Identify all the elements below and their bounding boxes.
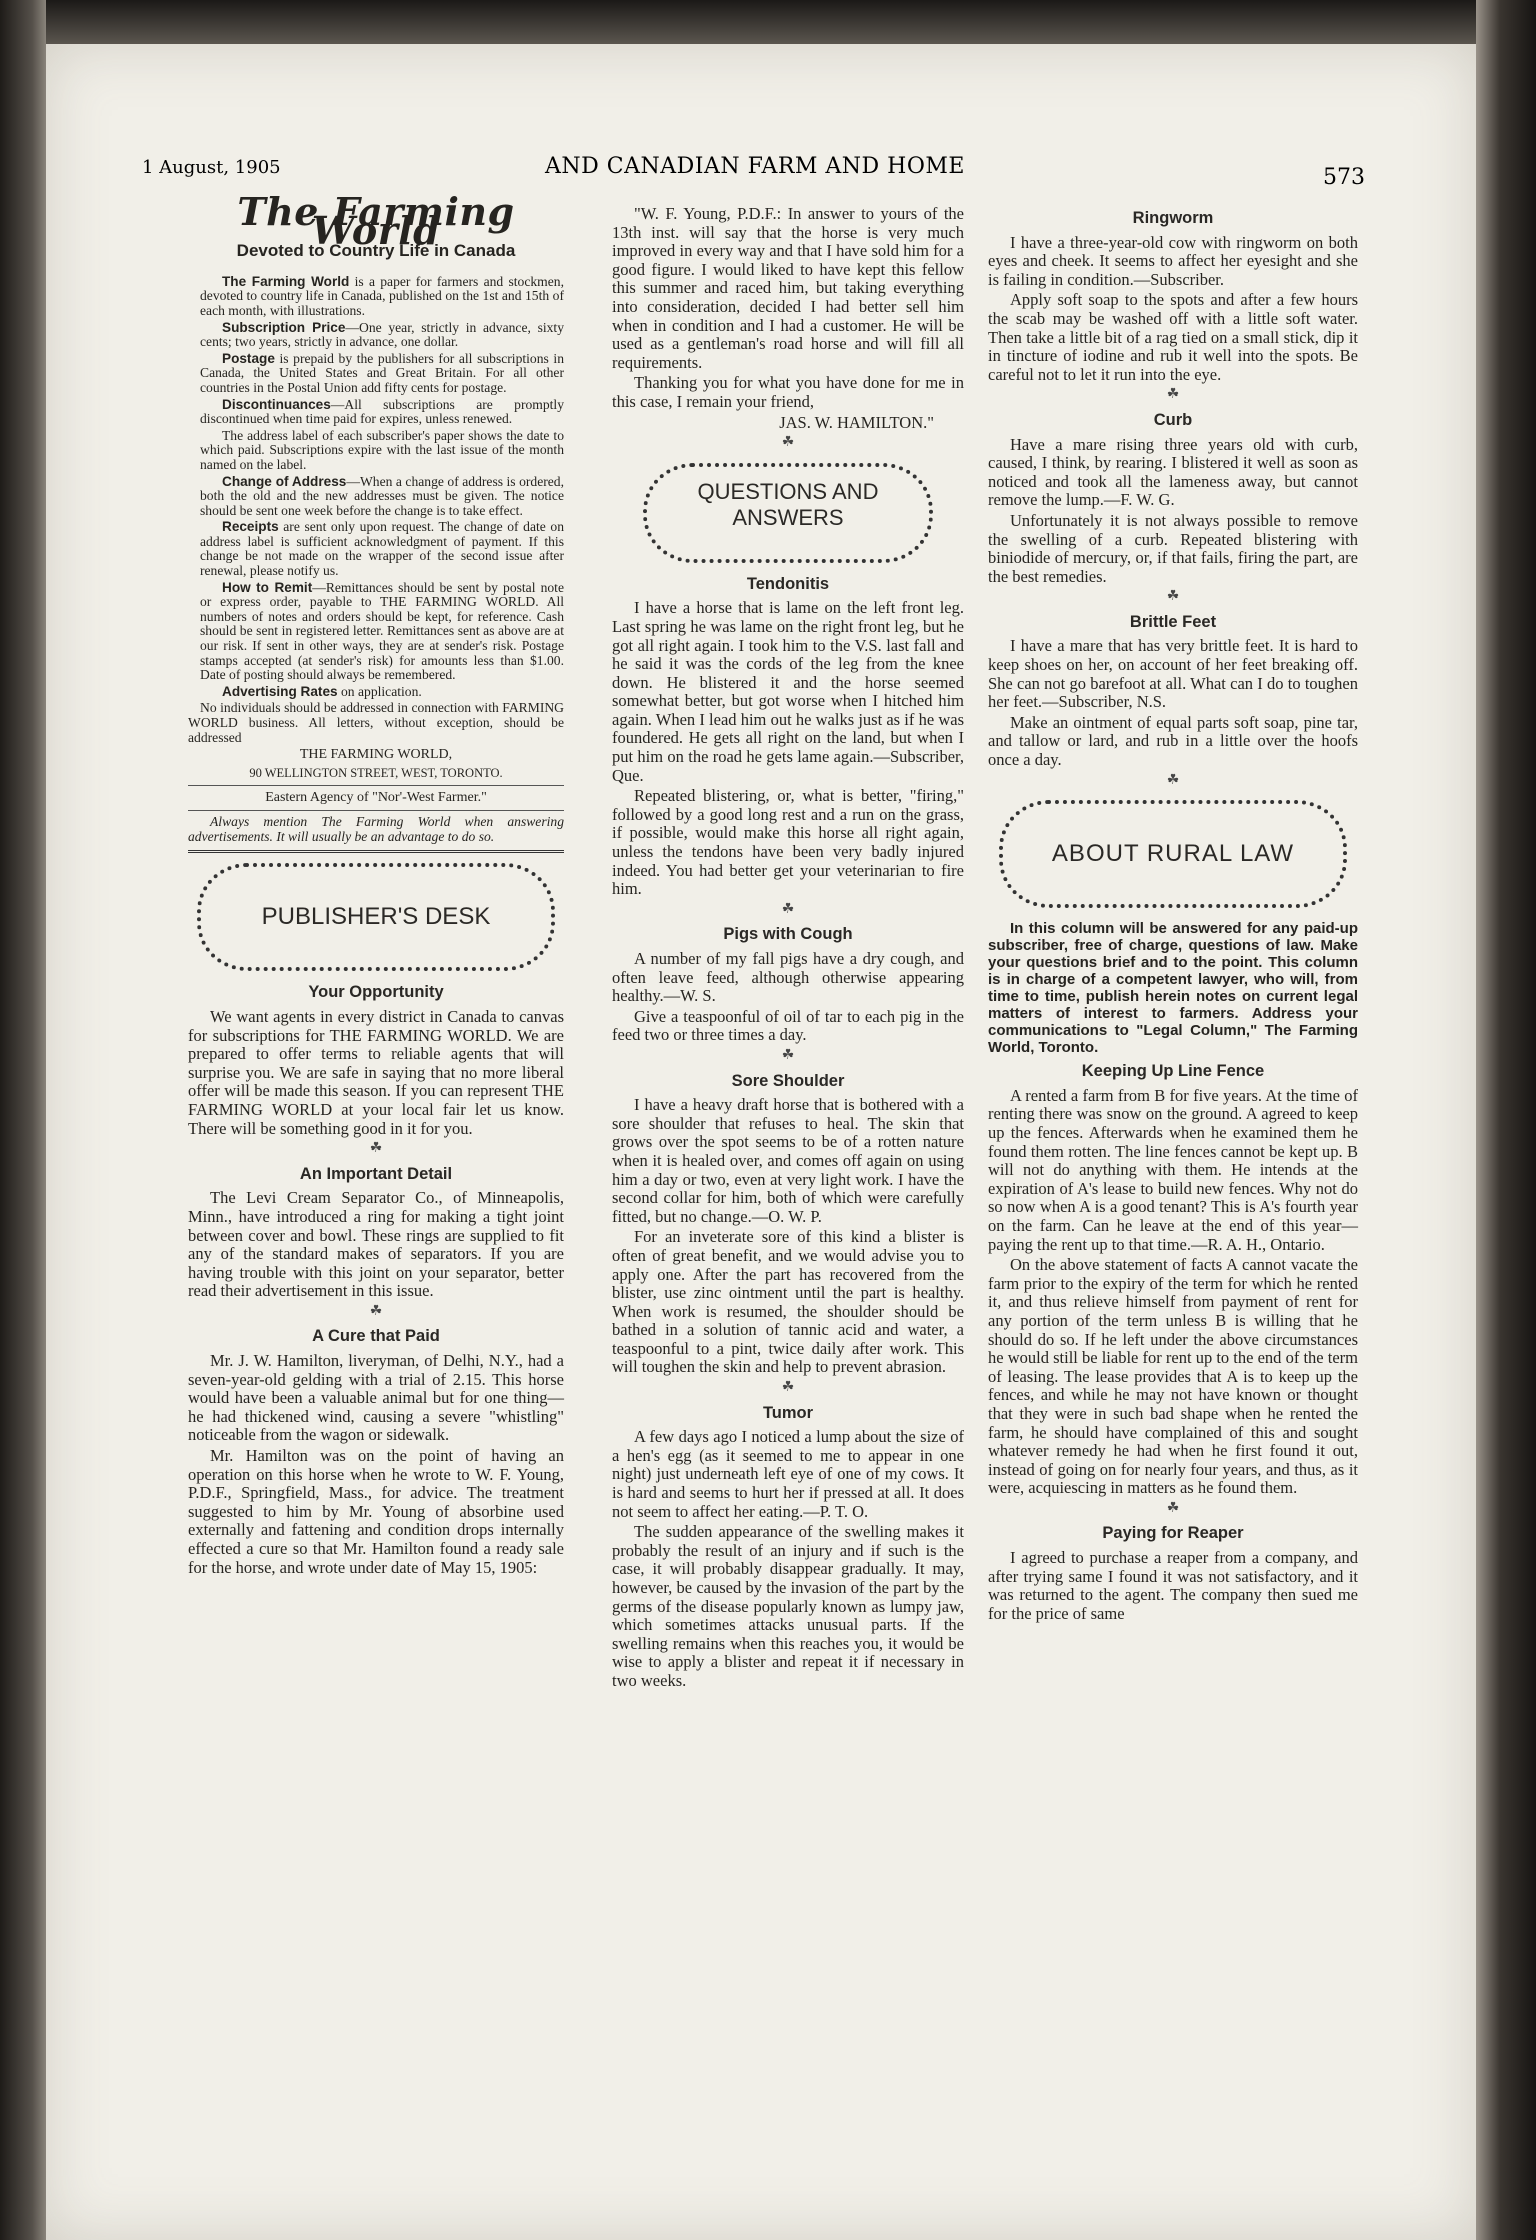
questions-answers-banner: QUESTIONS AND ANSWERS bbox=[643, 463, 933, 563]
info-item: How to Remit—Remittances should be sent by postal note or express order, payable to THE FARMING WORLD. All numbers of notes and orders should be kept, for reference. Cash should be sent in registered letter. Remittances sent as above are at our risk. If sent in other ways, they are at sender's risk. Postage stamps accepted (at sender's risk) for amounts less than $1.00. Date of posting should always be remembered. bbox=[200, 579, 564, 683]
paragraph: The Levi Cream Separator Co., of Minneapolis, Minn., have introduced a ring for making a tight joint between cover and bowl. These rings are supplied to fit any of the standard makes of separators. If you are having trouble with this joint on your separator, better read their advertisement in this issue. bbox=[188, 1188, 564, 1301]
scan-edge-left bbox=[0, 0, 46, 2240]
issue-date: 1 August, 1905 bbox=[142, 157, 281, 178]
page-number: 573 bbox=[1323, 165, 1365, 190]
info-item: The Farming World is a paper for farmers and stockmen, devoted to country life in Canada, published on the 1st and 15th of each month, with illustrations. bbox=[200, 273, 564, 318]
paragraph: A number of my fall pigs have a dry cough, and often leave feed, although otherwise appearing healthy.—W. S. bbox=[612, 949, 964, 1006]
column-left bbox=[188, 189, 565, 1579]
heading-curb: Curb bbox=[1153, 410, 1193, 429]
paragraph: We want agents in every district in Canada to canvas for subscriptions for THE FARMING WORLD. We are prepared to offer terms to reliable agents that will surprise you. We are safe in saying that no more liberal offer will be made this season. If you can represent THE FARMING WORLD at your local fair let us know. There will be something good in it for you. bbox=[188, 1006, 564, 1138]
paragraph: "W. F. Young, P.D.F.: In answer to yours of the 13th inst. will say that the horse is very much improved in every way and that I have sold him for a good figure. I would liked to have kept this fellow this summer and raced him, but taking everything into consideration, decided I had better sell him when in condition and I had a customer. He will be used as a gentleman's road horse and will fill all requirements. bbox=[612, 204, 964, 372]
leaf-ornament-icon: ☘ bbox=[369, 1141, 383, 1157]
scan-edge-top bbox=[0, 0, 1536, 44]
scan-edge-right bbox=[1476, 0, 1536, 2240]
leaf-ornament-icon: ☘ bbox=[1166, 1500, 1180, 1516]
paragraph: Apply soft soap to the spots and after a few hours the scab may be washed off with a little soft water. Then take a little bit of a rag tied on a small stick, dip it in tincture of iodine and rub it well into the spots. Be careful not to let it run into the eye. bbox=[988, 290, 1358, 384]
heading-important-detail: An Important Detail bbox=[299, 1164, 453, 1183]
heading-pigs-with-cough: Pigs with Cough bbox=[723, 925, 853, 944]
paragraph: Have a mare rising three years old with curb, caused, I think, by rearing. I blistered it well as soon as noticed and took all the lameness away, but cannot remove the lump.—F. W. G. bbox=[988, 434, 1358, 510]
paragraph: A few days ago I noticed a lump about the size of a hen's egg (as it seemed to me to appear in one night) just underneath left eye of one of my cows. It is hard and seems to hurt her if pressed at all. It does not seem to affect her eating.—P. T. O. bbox=[612, 1427, 964, 1521]
address-name: THE FARMING WORLD, bbox=[299, 747, 453, 763]
leaf-ornament-icon: ☘ bbox=[781, 901, 795, 917]
paragraph: I have a three-year-old cow with ringworm on both eyes and cheek. It seems to affect her eyesight and she is failing in condition.—Subscriber. bbox=[988, 232, 1358, 289]
paragraph: Give a teaspoonful of oil of tar to each pig in the feed two or three times a day. bbox=[612, 1006, 964, 1045]
paragraph: Make an ointment of equal parts soft soap, pine tar, and tallow or lard, and rub in a little over the hoofs once a day. bbox=[988, 712, 1358, 770]
info-item: Receipts are sent only upon request. The change of date on address label is sufficient acknowledgment of payment. If this change be not made on the wrapper of the second issue after renewal, please notify us. bbox=[200, 519, 564, 579]
mention-notice: Always mention The Farming World when answering advertisements. It will usually be an advantage to do so. bbox=[188, 814, 564, 844]
paragraph: I have a mare that has very brittle feet. It is hard to keep shoes on her, on account of her feet breaking off. She can not go barefoot at all. What can I do to toughen her feet.—Subscriber, N.S. bbox=[988, 636, 1358, 712]
letter-signature: JAS. W. HAMILTON." bbox=[779, 412, 934, 432]
leaf-ornament-icon: ☘ bbox=[781, 1047, 795, 1063]
heading-brittle-feet: Brittle Feet bbox=[1129, 612, 1217, 631]
paragraph: I agreed to purchase a reaper from a company, and after trying same I found it was not satisfactory, and it was returned to the agent. The company then sued me for the price of same bbox=[988, 1548, 1358, 1623]
heading-tendonitis: Tendonitis bbox=[746, 574, 830, 593]
correspondence-notice: No individuals should be addressed in connection with FARMING WORLD business. All letters, without exception, should be addressed bbox=[188, 700, 564, 745]
paragraph: On the above statement of facts A cannot vacate the farm prior to the expiry of the term for which he rented it, and thus relieve himself from payment of rent for any portion of the term unless B is willing that he should do so. If he left under the above circumstances he would still be liable for rent up to the end of the term of leasing. The lease provides that A is to keep up the fences, and while he may not have known or thought that they were in such bad shape when he rented the farm, he should have complained of this and sought whatever remedy he had when he first found it out, instead of going on for nearly four years, and thus, as it were, acquiescing in matters as he found them. bbox=[988, 1255, 1358, 1498]
info-item: Subscription Price—One year, strictly in advance, sixty cents; two years, strictly in advance, one dollar. bbox=[200, 319, 565, 350]
heading-your-opportunity: Your Opportunity bbox=[308, 983, 444, 1002]
paragraph: A rented a farm from B for five years. At the time of renting there was snow on the ground. A agreed to keep up the fences. Afterwards when he examined them he found them rotten. The line fences cannot be kept up. B will not do anything with them. He intends at the expiration of A's lease to build new fences. Why not do so now when A is a good tenant? This is A's fourth year on the farm. Can he leave at the end of this year—paying the rent up to that time.—R. A. H., Ontario. bbox=[988, 1085, 1358, 1254]
rural-law-banner: ABOUT RURAL LAW bbox=[999, 800, 1347, 908]
rural-law-intro: In this column will be answered for any paid-up subscriber, free of charge, questions of law. Make your questions brief and to the point. This column is in charge of a competent lawyer, who will, from time to time, publish herein notes on current legal matters of interest to farmers. Address your communications to "Legal Column," The Farming World, Toronto. bbox=[988, 920, 1358, 1057]
divider bbox=[188, 785, 564, 786]
paragraph: I have a heavy draft horse that is bothered with a sore shoulder that refuses to heal. The skin that grows over the spot seems to be of a rotten nature when it is healed over, and comes off again on using him a day or two, even at very light work. I have the second collar for him, both of which were carefully fitted, but no change.—O. W. P. bbox=[612, 1095, 964, 1226]
heading-ringworm: Ringworm bbox=[1132, 209, 1214, 227]
leaf-ornament-icon: ☘ bbox=[1166, 589, 1180, 605]
info-item: Discontinuances—All subscriptions are promptly discontinued when time paid for expires, unless renewed. bbox=[200, 396, 564, 427]
eastern-agency: Eastern Agency of "Nor'-West Farmer." bbox=[265, 790, 487, 806]
divider bbox=[188, 850, 564, 853]
publishers-desk-banner: PUBLISHER'S DESK bbox=[197, 863, 555, 971]
divider bbox=[188, 810, 564, 811]
paragraph: Unfortunately it is not always possible to remove the swelling of a curb. Repeated blistering with biniodide of mercury, or, if that fails, firing the part, are the best remedies. bbox=[988, 510, 1358, 586]
paragraph: Repeated blistering, or, what is better, "firing," followed by a good long rest and a run on the grass, if possible, would make this horse all right again, unless the tendons have been very badly injured indeed. You had better get your veterinarian to fire him. bbox=[612, 786, 964, 899]
column-right bbox=[988, 205, 1358, 1625]
paragraph: Thanking you for what you have done for me in this case, I remain your friend, bbox=[612, 373, 964, 411]
heading-line-fence: Keeping Up Line Fence bbox=[1081, 1062, 1265, 1081]
masthead-title: The Farming World bbox=[237, 189, 515, 253]
leaf-ornament-icon: ☘ bbox=[781, 1380, 795, 1396]
publication-info bbox=[188, 275, 564, 700]
column-middle bbox=[612, 205, 964, 1693]
info-item: Advertising Rates on application. bbox=[222, 683, 422, 699]
heading-paying-for-reaper: Paying for Reaper bbox=[1102, 1524, 1244, 1543]
leaf-ornament-icon: ☘ bbox=[369, 1303, 383, 1319]
running-title: AND CANADIAN FARM AND HOME bbox=[545, 154, 965, 179]
info-item: Postage is prepaid by the publishers for all subscriptions in Canada, the United States and Great Britain. For all other countries in the Postal Union add fifty cents for postage. bbox=[200, 350, 564, 395]
paragraph: For an inveterate sore of this kind a blister is often of great benefit, and we would advise you to apply one. After the part has recovered from the blister, use zinc ointment until the part is healthy. When work is resumed, the shoulder should be bathed in a solution of tannic acid and water, a teaspoonful to a pint, twice daily after work. This will toughen the skin and help to prevent abrasion. bbox=[612, 1227, 964, 1377]
paragraph: The sudden appearance of the swelling makes it probably the result of an injury and if such is the case, it will probably disappear gradually. It may, however, be caused by the invasion of the part by the germs of the disease popularly known as lumpy jaw, which sometimes attacks unusual parts. If the swelling remains when this reaches you, it would be wise to apply a blister and repeat it if necessary in two weeks. bbox=[612, 1522, 964, 1690]
leaf-ornament-icon: ☘ bbox=[781, 435, 795, 451]
info-item: Change of Address—When a change of address is ordered, both the old and the new addresses must be given. The notice should be sent one week before the change is to take effect. bbox=[200, 473, 565, 518]
paragraph: I have a horse that is lame on the left front leg. Last spring he was lame on the right front leg, but he got all right again. I took him to the V.S. last fall and he said it was the cords of the leg from the knee down. He blistered it and the horse seemed somewhat better, but got worse when I hitched him again. When I lead him out he walks just as if he was foundered. He gets all right on the land, but when I put him on the road he gets lame again.—Subscriber, Que. bbox=[612, 598, 964, 785]
paragraph: Mr. J. W. Hamilton, liveryman, of Delhi, N.Y., had a seven-year-old gelding with a trial of 2.15. This horse would have been a valuable animal but for one thing—he had thickened wind, causing a severe "whistling" noticeable from the wagon or sidewalk. bbox=[188, 1351, 564, 1445]
heading-tumor: Tumor bbox=[762, 1403, 814, 1422]
heading-sore-shoulder: Sore Shoulder bbox=[731, 1071, 845, 1090]
heading-cure-that-paid: A Cure that Paid bbox=[312, 1327, 440, 1346]
masthead-subtitle: Devoted to Country Life in Canada bbox=[236, 241, 516, 261]
address-street: 90 WELLINGTON STREET, WEST, TORONTO. bbox=[249, 766, 503, 781]
leaf-ornament-icon: ☘ bbox=[1166, 772, 1180, 788]
paragraph: Mr. Hamilton was on the point of having an operation on this horse when he wrote to W. F. Young, P.D.F., Springfield, Mass., for advice. The treatment suggested to him by Mr. Young of absorbine used externally and fattening and condition drops internally effected a cure so that Mr. Hamilton found a ready sale for the horse, and wrote under date of May 15, 1905: bbox=[188, 1446, 564, 1577]
info-item: The address label of each subscriber's paper shows the date to which paid. Subscriptions expire with the last issue of the month named on the label. bbox=[200, 427, 564, 472]
leaf-ornament-icon: ☘ bbox=[1166, 387, 1180, 403]
